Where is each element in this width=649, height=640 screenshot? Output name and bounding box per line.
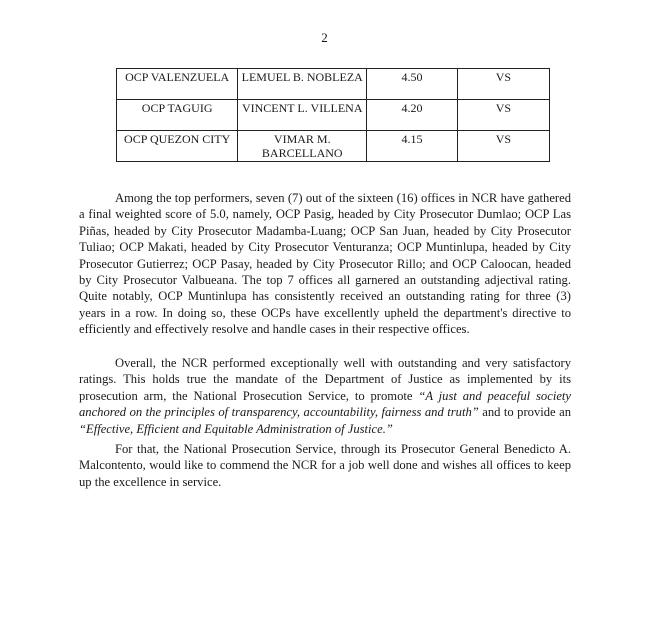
office-cell: OCP TAGUIG [117, 100, 238, 131]
score-cell: 4.50 [367, 69, 458, 100]
quote-effective-administration: “Effective, Efficient and Equitable Administration of Justice.” [79, 421, 393, 436]
rating-cell: VS [457, 131, 549, 162]
score-cell: 4.15 [367, 131, 458, 162]
ratings-table [116, 68, 550, 162]
quote-just-peaceful-society: “A just and peaceful society anchored on the principles of transparency, accountability, fairness and truth” [79, 388, 572, 420]
head-cell: VINCENT L. VILLENA [238, 100, 367, 131]
paragraph-overall-start: Overall, the NCR performed exceptionally well with outstanding and very satisfactory ratings. This holds true the mandate of the Department of Justice as implemented by its prosecution arm, the National Prosecution Service, to promote [79, 356, 571, 403]
head-cell: VIMAR M. BARCELLANO [238, 131, 367, 162]
paragraph-commendation: For that, the National Prosecution Service, through its Prosecutor General Benedicto A. Malcontento, would like to commend the NCR for a job well done and wishes all offices to keep up the excellence in service. [79, 442, 571, 489]
office-cell: OCP QUEZON CITY [117, 131, 238, 162]
paragraph-overall-mid: and to provide an [478, 405, 571, 420]
page-number: 2 [321, 30, 328, 45]
rating-cell: VS [457, 69, 549, 100]
rating-cell: VS [457, 100, 549, 131]
table-row [117, 100, 550, 131]
office-cell: OCP VALENZUELA [117, 69, 238, 100]
paragraph-overall [79, 355, 571, 437]
table-row [117, 131, 550, 162]
table-row [117, 69, 550, 100]
head-cell: LEMUEL B. NOBLEZA [238, 69, 367, 100]
score-cell: 4.20 [367, 100, 458, 131]
paragraph-top-performers: Among the top performers, seven (7) out of the sixteen (16) offices in NCR have gathered a final weighted score of 5.0, namely, OCP Pasig, headed by City Prosecutor Dumlao; OCP Las Piñas, headed by City Prosecutor Madamba-Luang; OCP San Juan, headed by City Prosecutor Tuliao; OCP Makati, headed by City Prosecutor Venturanza; OCP Muntinlupa, headed by City Prosecutor Gutierrez; OCP Pasay, headed by City Prosecutor Rillo; and OCP Caloocan, headed by City Prosecutor Valbueana. The top 7 offices all garnered an outstanding adjectival rating. Quite notably, OCP Muntinlupa has consistently received an outstanding rating for three (3) years in a row. In doing so, these OCPs have excellently upheld the department's directive to efficiently and effectively resolve and handle cases in their respective offices. [79, 191, 571, 337]
